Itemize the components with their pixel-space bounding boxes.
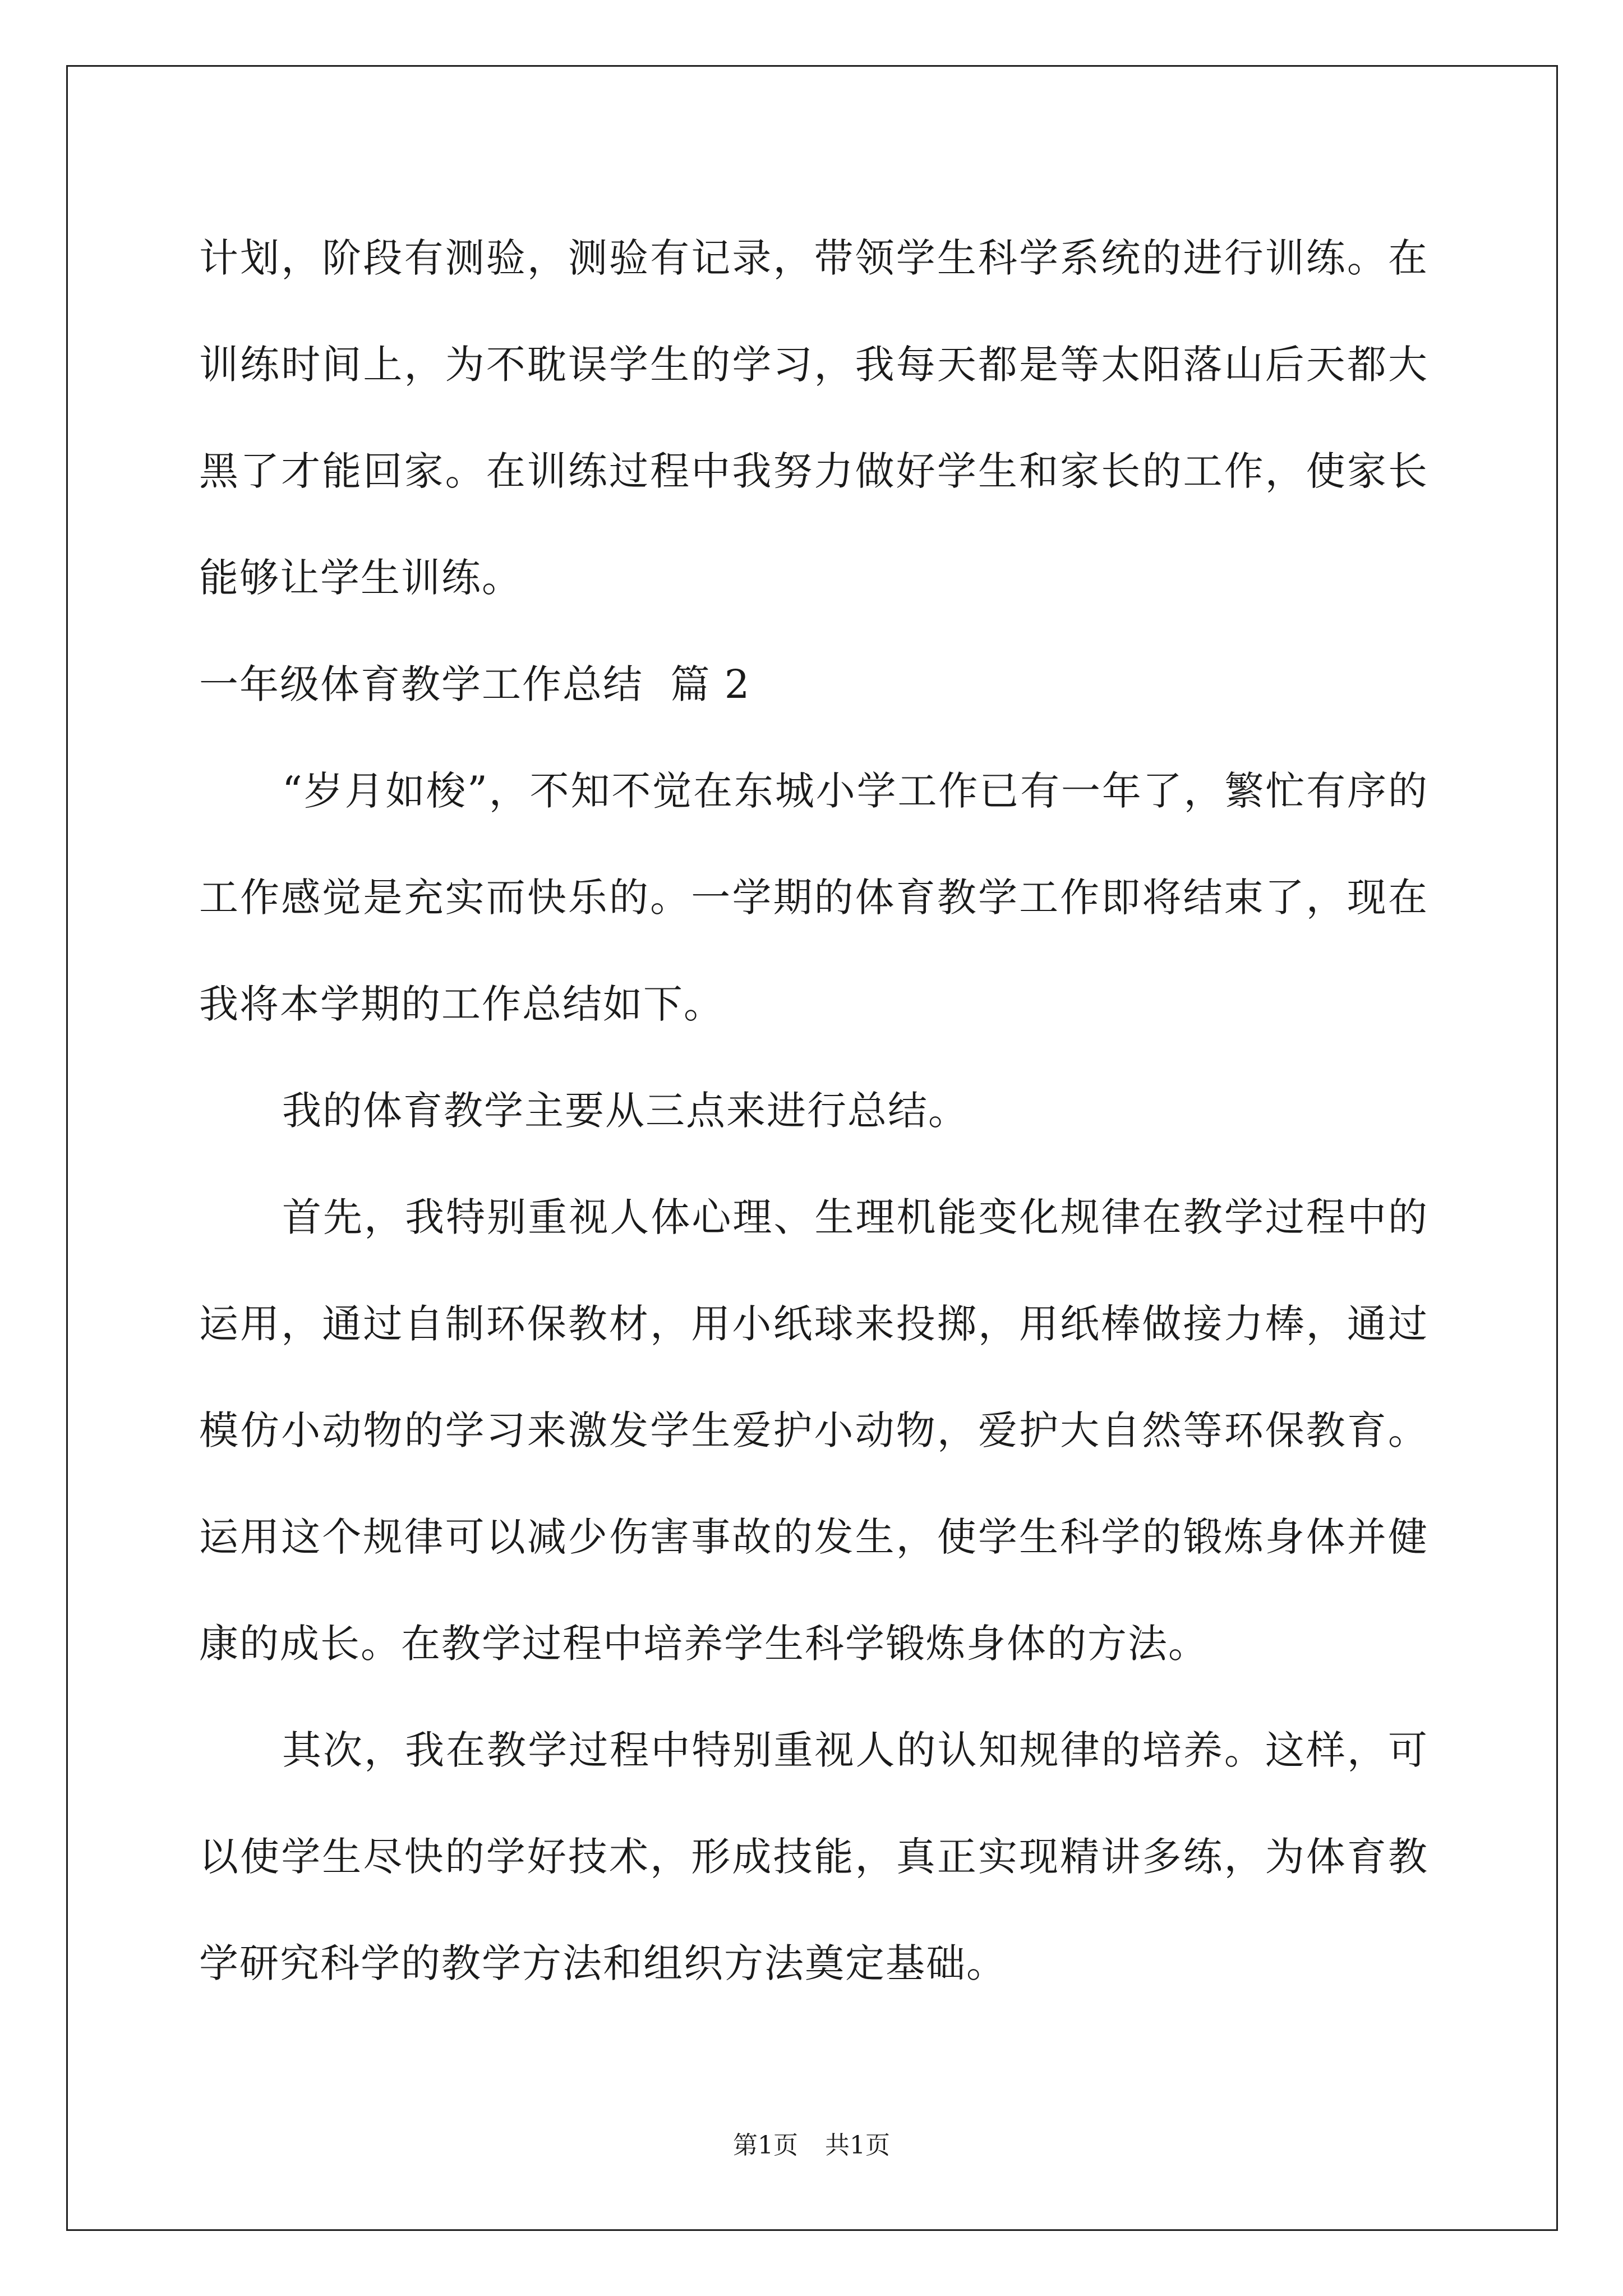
- paragraph-first-point: 首先，我特别重视人体心理、生理机能变化规律在教学过程中的运用，通过自制环保教材，用小纸球来投掷，用纸棒做接力棒，通过模仿小动物的学习来激发学生爱护小动物，爱护大自然等环保教育。运用这个规律可以减少伤害事故的发生，使学生科学的锻炼身体并健康的成长。在教学过程中培养学生科学锻炼身体的方法。: [199, 1194, 1428, 1667]
- continuation-paragraph: 计划，阶段有测验，测验有记录，带领学生科学系统的进行训练。在训练时间上，为不耽误学生的学习，我每天都是等太阳落山后天都大黑了才能回家。在训练过程中我努力做好学生和家长的工作，使家长能够让学生训练。: [199, 235, 1428, 601]
- page-footer: [0, 2129, 1623, 2162]
- paragraph-second-point: 其次，我在教学过程中特别重视人的认知规律的培养。这样，可以使学生尽快的学好技术，形成技能，真正实现精讲多练，为体育教学研究科学的教学方法和组织方法奠定基础。: [199, 1727, 1428, 1986]
- paragraph-overview: 我的体育教学主要从三点来进行总结。: [282, 1088, 969, 1134]
- page-number: 第1页: [733, 2131, 798, 2160]
- paragraph-intro: “岁月如梭”，不知不觉在东城小学工作已有一年了，繁忙有序的工作感觉是充实而快乐的。一学期的体育教学工作即将结束了，现在我将本学期的工作总结如下。: [199, 768, 1428, 1027]
- section-heading: 一年级体育教学工作总结 篇 2: [199, 661, 751, 707]
- page-total: 共1页: [825, 2131, 890, 2160]
- document-body: [199, 205, 1428, 2017]
